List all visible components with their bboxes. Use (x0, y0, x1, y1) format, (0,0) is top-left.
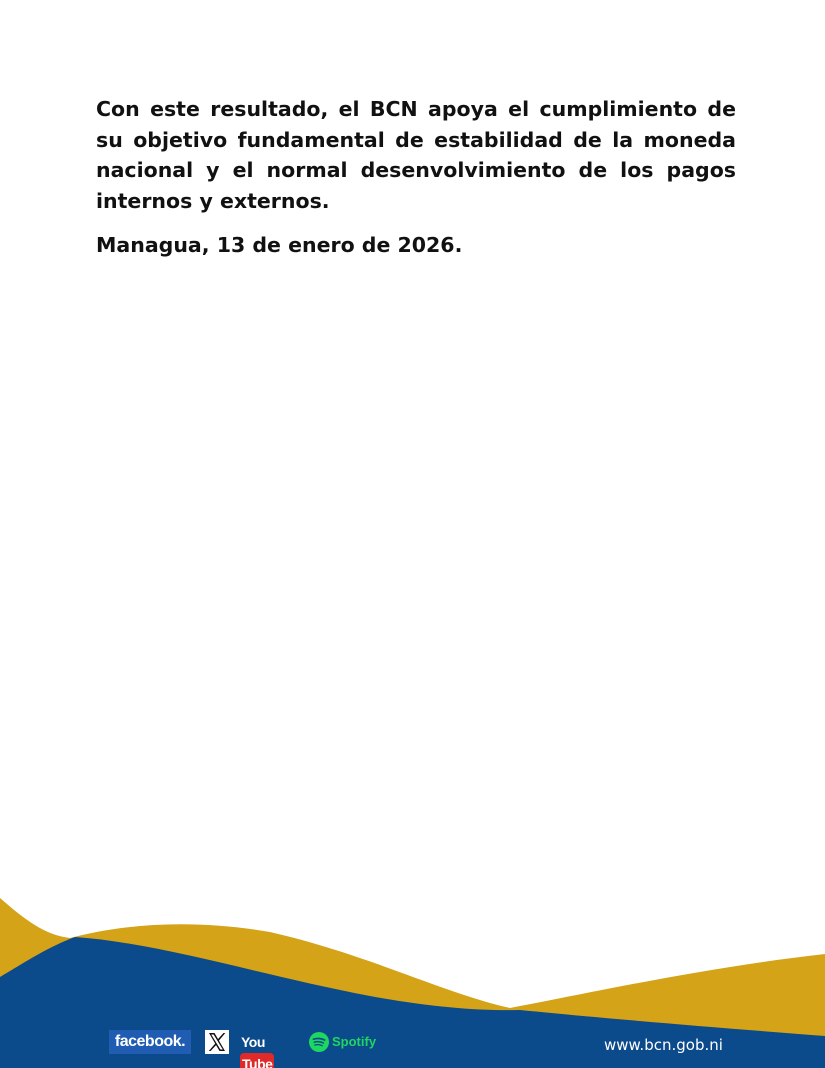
place-and-date: Managua, 13 de enero de 2026. (96, 233, 463, 257)
youtube-tube-text: Tube (240, 1053, 274, 1068)
website-url[interactable]: www.bcn.gob.ni (604, 1036, 723, 1054)
social-media-bar (0, 1026, 825, 1068)
youtube-you-text: You (241, 1034, 265, 1050)
x-logo-icon[interactable] (205, 1030, 229, 1054)
spotify-label: Spotify (332, 1034, 377, 1049)
closing-paragraph: Con este resultado, el BCN apoya el cumplimiento de su objetivo fundamental de estabilidad de la moneda nacional y el normal desenvolvimiento de los pagos internos y externos. (96, 97, 736, 213)
youtube-logo[interactable] (240, 1031, 296, 1068)
spotify-icon (309, 1032, 329, 1052)
document-body (96, 94, 736, 260)
facebook-logo[interactable]: facebook. (109, 1030, 191, 1054)
